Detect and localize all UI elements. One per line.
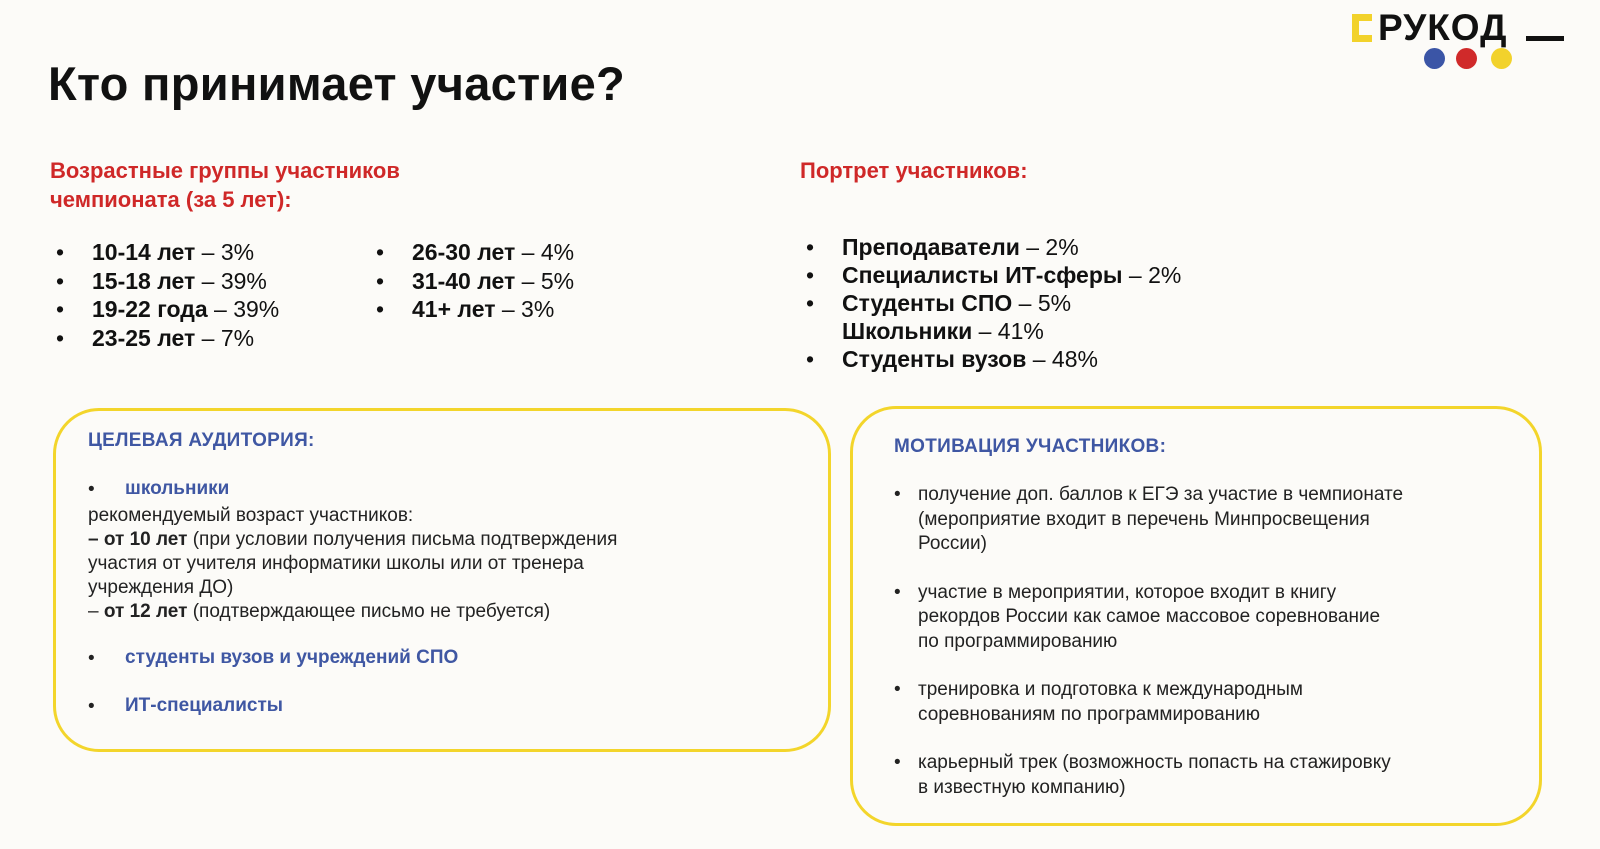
logo-bracket-icon	[1348, 10, 1374, 46]
logo-dot-yellow	[1491, 48, 1512, 69]
age12-text	[88, 600, 808, 624]
age-label: 19-22 года	[92, 296, 208, 322]
age12-rest: (подтверждающее письмо не требуется)	[187, 601, 551, 622]
list-item	[56, 267, 356, 296]
age-groups-heading-line1: Возрастные группы участников	[50, 158, 400, 183]
age-value: – 7%	[195, 324, 255, 351]
bullet: •	[56, 324, 65, 351]
bullet: •	[806, 234, 815, 260]
recommended-age-text: рекомендуемый возраст участников:	[88, 505, 414, 526]
bullet: •	[376, 239, 385, 265]
motivation-line: в известную компанию)	[918, 776, 1126, 798]
bullet: •	[806, 290, 815, 316]
bullet: •	[894, 752, 901, 773]
age-value: – 3%	[195, 239, 255, 265]
motivation-heading: МОТИВАЦИЯ УЧАСТНИКОВ:	[894, 436, 1167, 457]
age-list-col2	[376, 238, 676, 324]
logo-text: РУКОД	[1378, 7, 1508, 48]
motivation-line: тренировка и подготовка к международным	[918, 679, 1303, 700]
list-item	[894, 751, 1514, 800]
age10-rest: (при условии получения письма подтверждения	[187, 529, 618, 550]
age-value: – 4%	[515, 239, 575, 265]
motivation-line: России)	[918, 533, 987, 554]
bullet: •	[88, 696, 95, 717]
motivation-line: рекордов России как самое массовое соревнование	[918, 606, 1381, 627]
portrait-value: – 41%	[972, 318, 1044, 344]
motivation-line: участие в мероприятии, которое входит в книгу	[918, 581, 1337, 603]
age10-bold: – от 10 лет	[88, 529, 188, 550]
bullet: •	[376, 267, 385, 294]
list-item	[894, 678, 1514, 727]
age12-bold: от 12 лет	[103, 601, 188, 622]
target-item-students	[88, 647, 808, 673]
portrait-label: Школьники	[842, 318, 973, 344]
age-label: 41+ лет	[412, 296, 496, 322]
list-item	[376, 295, 676, 324]
target-item-label: ИТ-специалисты	[125, 695, 283, 716]
age-list-col1	[56, 238, 356, 352]
list-item	[806, 289, 1326, 317]
portrait-heading: Портрет участников:	[800, 158, 1028, 183]
list-item	[806, 261, 1326, 289]
bullet: •	[56, 296, 65, 322]
list-item	[376, 267, 676, 296]
list-item	[806, 233, 1326, 261]
bullet: •	[806, 262, 815, 288]
motivation-line: получение доп. баллов к ЕГЭ за участие в чемпионате	[918, 484, 1404, 505]
age10-text	[88, 528, 808, 552]
age-groups-heading-line2: чемпионата (за 5 лет):	[50, 187, 292, 212]
age-value: – 39%	[207, 296, 280, 322]
portrait-label: Преподаватели	[842, 234, 1020, 260]
target-item-label: школьники	[125, 478, 230, 499]
portrait-value: – 48%	[1026, 346, 1098, 372]
portrait-list	[806, 233, 1326, 373]
bullet: •	[894, 679, 901, 700]
age-label: 10-14 лет	[92, 239, 196, 265]
bullet: •	[88, 648, 95, 669]
age10-line3: учреждения ДО)	[88, 577, 234, 598]
motivation-line: карьерный трек (возможность попасть на стажировку	[918, 752, 1391, 773]
age-label: 15-18 лет	[92, 267, 196, 294]
bullet: •	[376, 296, 385, 322]
age-value: – 39%	[195, 267, 267, 294]
list-item	[806, 317, 1326, 345]
target-audience-heading: ЦЕЛЕВАЯ АУДИТОРИЯ:	[88, 430, 315, 451]
list-item	[894, 483, 1514, 557]
age10-line2: участия от учителя информатики школы или от тренера	[88, 553, 584, 574]
portrait-label: Студенты СПО	[842, 290, 1013, 316]
page-title: Кто принимает участие?	[48, 57, 626, 110]
bullet: •	[894, 581, 901, 603]
age12-dash: –	[88, 601, 104, 622]
list-item	[56, 324, 356, 353]
target-item-schoolchildren	[88, 478, 808, 504]
motivation-line: соревнованиям по программированию	[918, 703, 1261, 725]
target-item-it-specialists	[88, 695, 808, 721]
target-audience-content	[88, 478, 808, 721]
list-item	[894, 581, 1514, 655]
bullet: •	[88, 479, 95, 500]
motivation-list	[894, 483, 1514, 824]
motivation-line: (мероприятие входит в перечень Минпросвещения	[918, 508, 1370, 530]
portrait-value: – 2%	[1122, 262, 1182, 288]
bullet: •	[894, 484, 901, 505]
portrait-value: – 2%	[1019, 234, 1079, 260]
list-item	[806, 345, 1326, 373]
age-value: – 3%	[495, 296, 555, 322]
portrait-label: Студенты вузов	[842, 346, 1027, 372]
bullet: •	[56, 267, 65, 294]
age-label: 26-30 лет	[412, 239, 516, 265]
bullet: •	[806, 346, 815, 372]
age-label: 31-40 лет	[412, 267, 516, 294]
portrait-value: – 5%	[1012, 290, 1072, 316]
logo-underscore	[1526, 36, 1564, 41]
motivation-line: по программированию	[918, 630, 1118, 652]
list-item	[56, 238, 356, 267]
logo-dot-blue	[1424, 48, 1445, 69]
age-groups-heading	[50, 156, 400, 214]
target-item-label: студенты вузов и учреждений СПО	[125, 647, 459, 668]
list-item	[56, 295, 356, 324]
age-label: 23-25 лет	[92, 324, 196, 351]
portrait-label: Специалисты ИТ-сферы	[842, 262, 1123, 288]
rukod-logo	[1348, 4, 1588, 74]
bullet: •	[56, 239, 65, 265]
age-value: – 5%	[515, 267, 575, 294]
logo-dot-red	[1456, 48, 1477, 69]
list-item	[376, 238, 676, 267]
